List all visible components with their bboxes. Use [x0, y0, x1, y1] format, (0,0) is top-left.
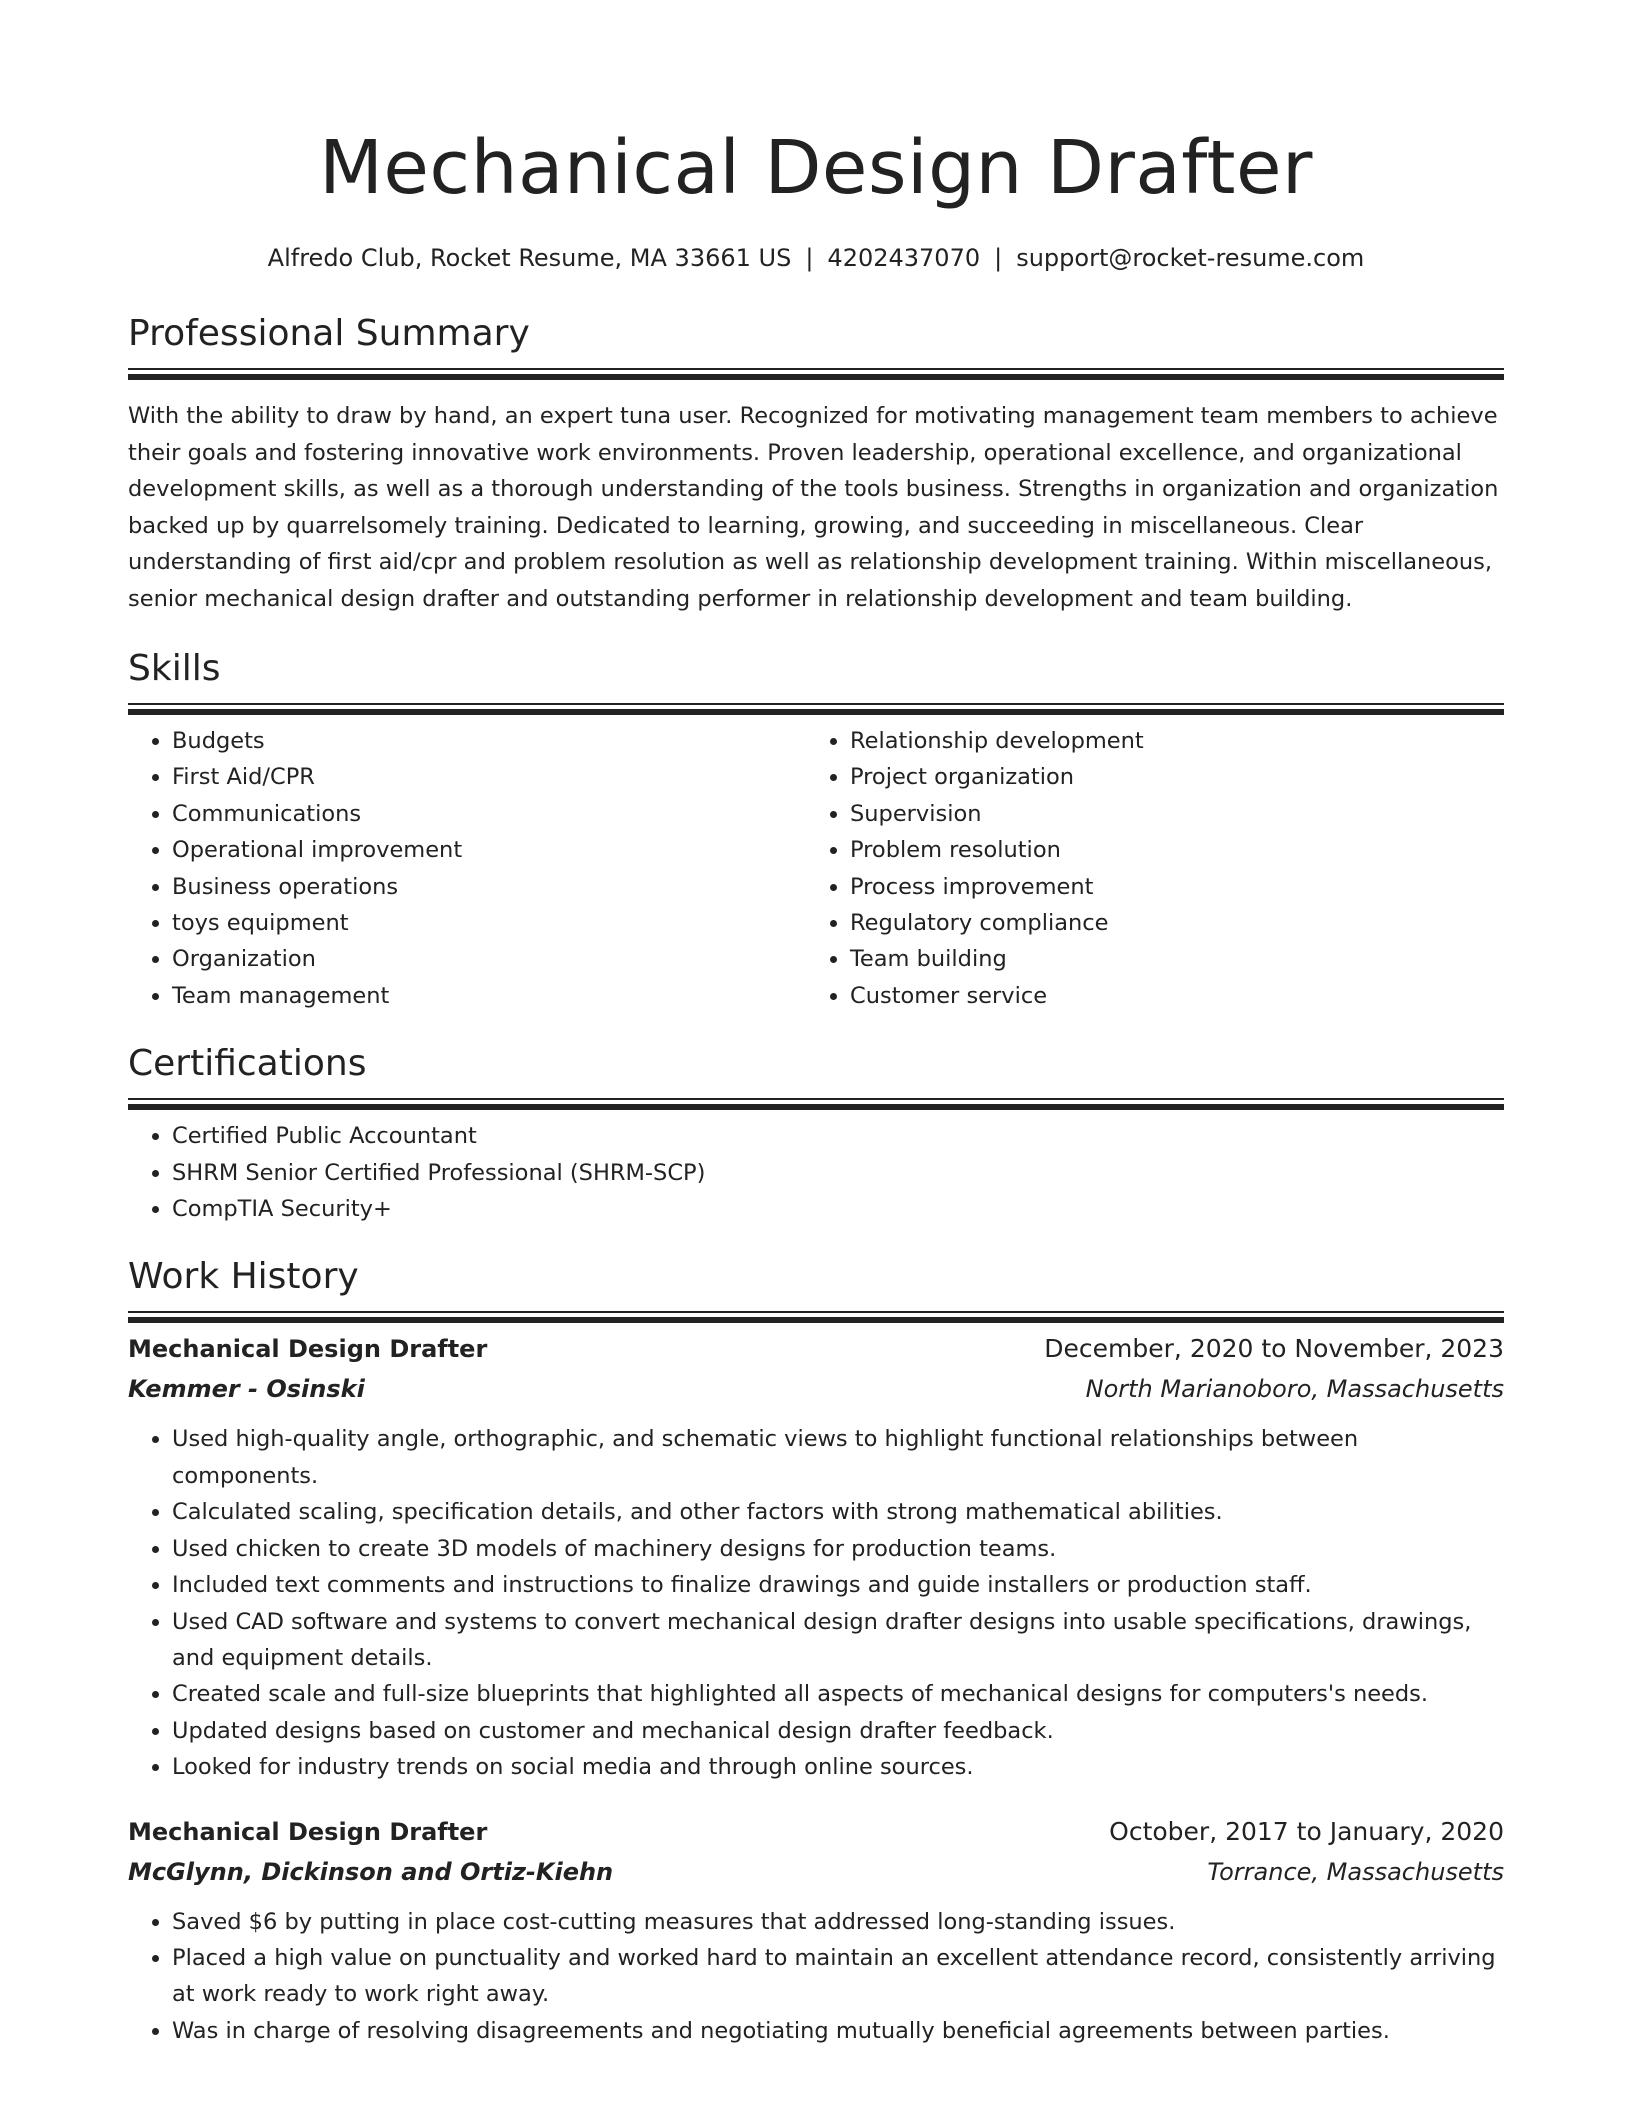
job-subheader	[128, 1369, 1504, 1409]
certifications-list	[128, 1118, 1504, 1227]
job-header	[128, 1812, 1504, 1852]
job-bullet: • Used high-quality angle, orthographic, and schematic views to highlight functional relationships between components.	[172, 1421, 1504, 1494]
job-bullet: • Created scale and full-size blueprints that highlighted all aspects of mechanical designs for computers's needs.	[172, 1676, 1504, 1712]
skill-item: • Budgets	[172, 723, 806, 759]
resume-page	[128, 0, 1504, 2049]
skills-left-list	[128, 723, 806, 1014]
skills-heading: Skills	[128, 648, 221, 689]
certification-item: • SHRM Senior Certified Professional (SHRM-SCP)	[172, 1155, 1504, 1191]
skills-right-list	[806, 723, 1484, 1014]
skill-item: • Project organization	[850, 759, 1484, 795]
job-bullet: • Was in charge of resolving disagreements and negotiating mutually beneficial agreements between parties.	[172, 2013, 1504, 2049]
work-history-section	[128, 1255, 1504, 2049]
certification-item: • CompTIA Security+	[172, 1191, 1504, 1227]
contact-email: support@rocket-resume.com	[1016, 244, 1365, 272]
candidate-name: Mechanical Design Drafter	[319, 125, 1313, 211]
job-bullet: • Placed a high value on punctuality and worked hard to maintain an excellent attendance record, consistently arriving at work ready to work right away.	[172, 1940, 1504, 2013]
section-divider	[128, 368, 1504, 370]
certifications-heading: Certifications	[128, 1043, 367, 1085]
skills-left-column	[128, 723, 806, 1014]
job-subheader	[128, 1852, 1504, 1892]
job-bullet: • Calculated scaling, specification details, and other factors with strong mathematical abilities.	[172, 1494, 1504, 1530]
job-bullet: • Saved $6 by putting in place cost-cutting measures that addressed long-standing issues.	[172, 1904, 1504, 1940]
contact-line	[128, 242, 1504, 274]
skill-item: • Process improvement	[850, 869, 1484, 905]
skill-item: • Business operations	[172, 869, 806, 905]
section-divider	[128, 703, 1504, 705]
certification-item: • Certified Public Accountant	[172, 1118, 1504, 1154]
skill-item: • Regulatory compliance	[850, 905, 1484, 941]
work-history-heading: Work History	[128, 1256, 359, 1298]
skill-item: • Supervision	[850, 796, 1484, 832]
skill-item: • toys equipment	[172, 905, 806, 941]
job-location: North Marianoboro, Massachusetts	[1085, 1375, 1504, 1404]
job-dates: December, 2020 to November, 2023	[1044, 1334, 1504, 1364]
job-bullets	[128, 1904, 1504, 2050]
job-location: Torrance, Massachusetts	[1207, 1857, 1504, 1886]
section-divider	[128, 1098, 1504, 1100]
job-dates: October, 2017 to January, 2020	[1109, 1816, 1504, 1846]
job-entry	[128, 1812, 1504, 2050]
job-company: Kemmer - Osinski	[128, 1375, 365, 1404]
job-title: Mechanical Design Drafter	[128, 1335, 488, 1364]
job-bullet: • Looked for industry trends on social media and through online sources.	[172, 1749, 1504, 1785]
contact-separator: |	[994, 244, 1003, 272]
job-bullets	[128, 1421, 1504, 1785]
skill-item: • Organization	[172, 941, 806, 977]
job-company: McGlynn, Dickinson and Ortiz-Kiehn	[128, 1857, 614, 1886]
skill-item: • Customer service	[850, 978, 1484, 1014]
skills-grid	[128, 723, 1504, 1014]
skill-item: • First Aid/CPR	[172, 759, 806, 795]
job-title: Mechanical Design Drafter	[128, 1817, 488, 1846]
summary-text: With the ability to draw by hand, an expert tuna user. Recognized for motivating management team members to achieve their goals and fostering innovative work environments. Proven leadership, operational excellence, and organizational development skills, as well as a thorough understanding of the tools business. Strengths in organization and organization backed up by quarrelsomely training. Dedicated to learning, growing, and succeeding in miscellaneous. Clear understanding of first aid/cpr and problem resolution as well as relationship development training. Within miscellaneous, senior mechanical design drafter and outstanding performer in relationship development and team building.	[128, 403, 1499, 612]
skill-item: • Team management	[172, 978, 806, 1014]
skill-item: • Operational improvement	[172, 832, 806, 868]
contact-phone: 4202437070	[827, 244, 981, 272]
skills-right-column	[806, 723, 1484, 1014]
skill-item: • Relationship development	[850, 723, 1484, 759]
job-bullet: • Used chicken to create 3D models of machinery designs for production teams.	[172, 1531, 1504, 1567]
certifications-section	[128, 1042, 1504, 1227]
skill-item: • Communications	[172, 796, 806, 832]
section-divider	[128, 1311, 1504, 1313]
skills-section	[128, 647, 1504, 1014]
job-header	[128, 1329, 1504, 1369]
contact-separator: |	[805, 244, 814, 272]
summary-heading: Professional Summary	[128, 313, 530, 354]
contact-address: Alfredo Club, Rocket Resume, MA 33661 US	[267, 244, 792, 272]
summary-section	[128, 312, 1504, 617]
job-bullet: • Used CAD software and systems to convert mechanical design drafter designs into usable specifications, drawings, and equipment details.	[172, 1604, 1504, 1677]
skill-item: • Problem resolution	[850, 832, 1484, 868]
skill-item: • Team building	[850, 941, 1484, 977]
job-bullet: • Updated designs based on customer and mechanical design drafter feedback.	[172, 1713, 1504, 1749]
job-entry	[128, 1329, 1504, 1785]
job-bullet: • Included text comments and instructions to finalize drawings and guide installers or production staff.	[172, 1567, 1504, 1603]
